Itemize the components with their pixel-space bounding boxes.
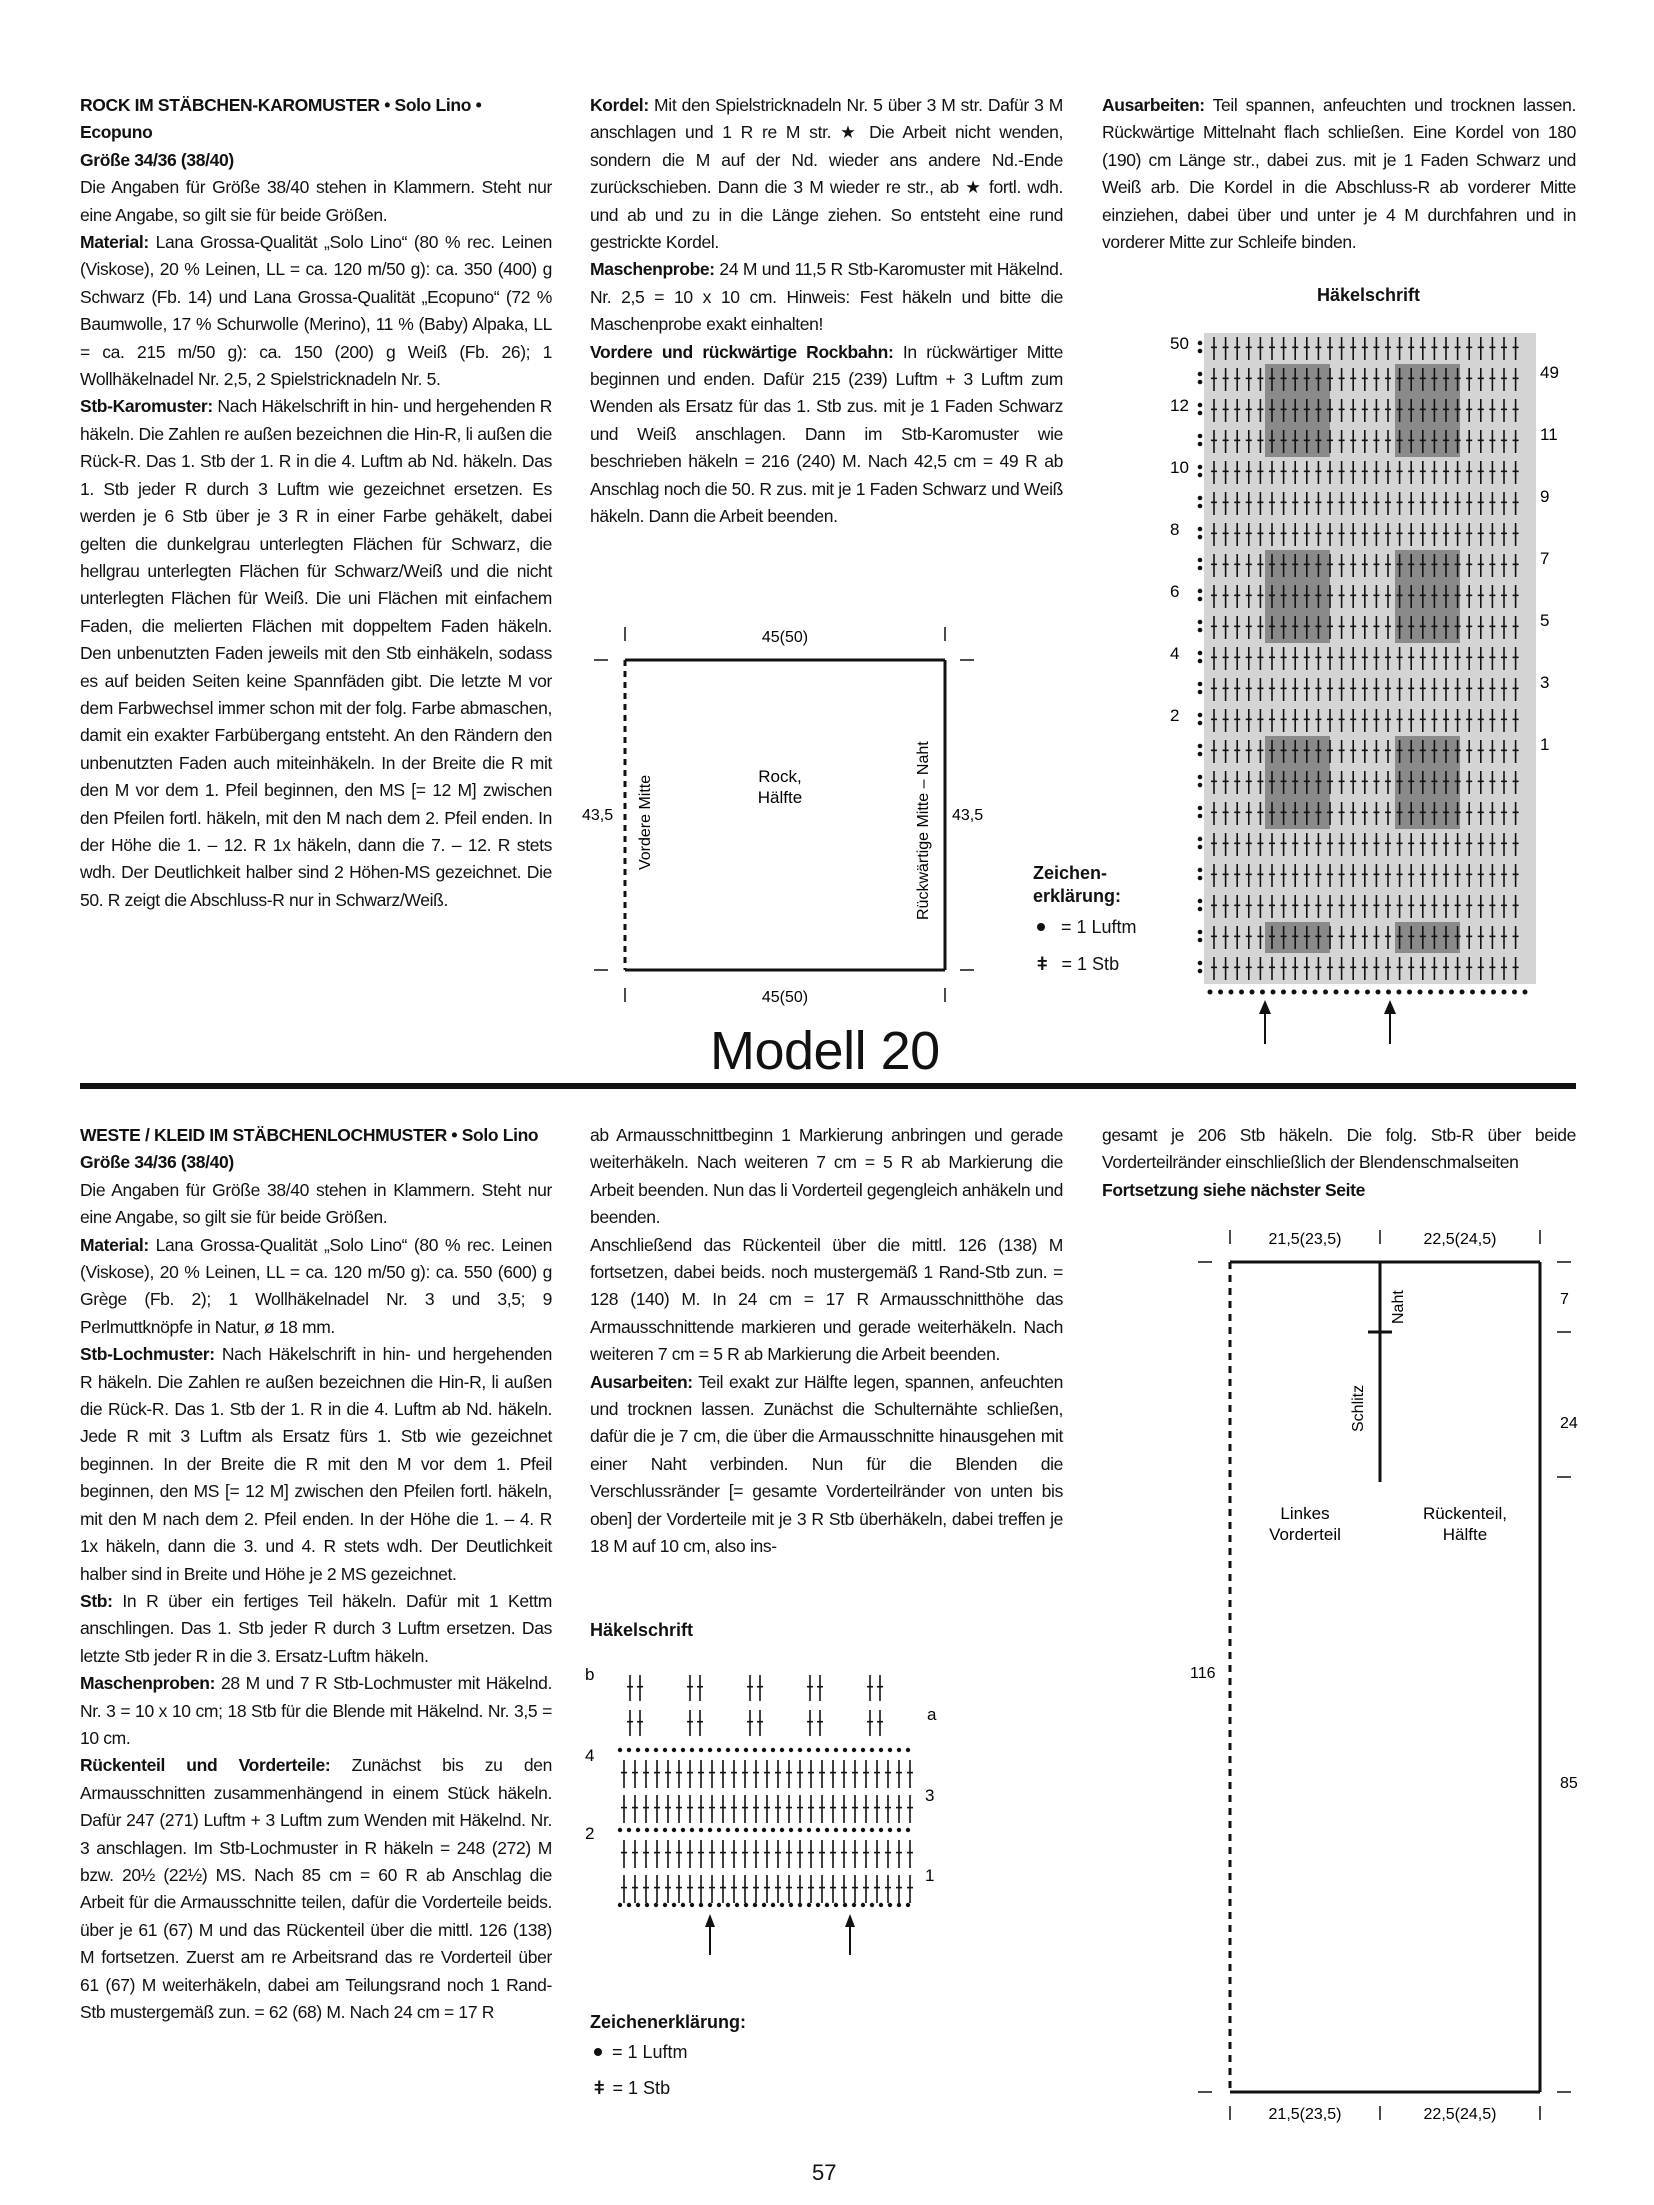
row-label-right: 7 [1540, 549, 1550, 568]
dot-icon [594, 2048, 602, 2056]
chain-dot [654, 1748, 658, 1752]
chain-dot [1512, 990, 1517, 995]
chain-dot [1355, 990, 1360, 995]
bottom-legend-luftm: = 1 Luftm [590, 2040, 746, 2064]
chain-dot [1198, 620, 1203, 625]
chain-dot [825, 1903, 829, 1907]
chain-dot [1198, 845, 1203, 850]
chain-dot [1198, 535, 1203, 540]
chain-dot [717, 1903, 721, 1907]
model-title: Modell 20 [710, 1021, 940, 1081]
chain-dot [1198, 868, 1203, 873]
vest-schematic [1170, 1222, 1590, 2122]
chain-dot [717, 1828, 721, 1832]
bottom-legend [590, 2010, 746, 2100]
chain-dot [627, 1828, 631, 1832]
vest-top-right: 22,5(24,5) [1423, 1231, 1497, 1248]
row-label-left: 10 [1170, 458, 1189, 477]
chain-dot [753, 1748, 757, 1752]
top-legend [1033, 862, 1137, 976]
chain-dot [1260, 990, 1265, 995]
chain-dot [1198, 566, 1203, 571]
chain-dot [1428, 990, 1433, 995]
loch-chart [585, 1655, 1145, 1965]
row-label-right: 49 [1540, 363, 1559, 382]
chain-dot [762, 1828, 766, 1832]
chain-dot [1198, 465, 1203, 470]
skirt-bottom-width: 45(50) [761, 989, 809, 1006]
chain-dot [618, 1903, 622, 1907]
vest-right-panel-1: Rückenteil, [1422, 1504, 1508, 1523]
skirt-left-height: 43,5 [582, 807, 614, 824]
dark-cell [1265, 922, 1330, 953]
chain-dot [1198, 504, 1203, 509]
chain-dot [726, 1903, 730, 1907]
skirt-left-label: Vordere Mitte [637, 774, 654, 870]
chain-dot [1198, 814, 1203, 819]
arrow-head-icon [845, 1914, 855, 1927]
chain-dot [744, 1903, 748, 1907]
chain-dot [1198, 380, 1203, 385]
chain-dot [681, 1748, 685, 1752]
section-rule [80, 1083, 1576, 1089]
chain-dot [807, 1828, 811, 1832]
chain-dot [789, 1828, 793, 1832]
row-label-right: 5 [1540, 611, 1550, 630]
chain-dot [852, 1903, 856, 1907]
arrow-head-icon [1384, 1000, 1396, 1014]
chain-dot [834, 1748, 838, 1752]
chain-dot [1198, 473, 1203, 478]
chain-dot [1198, 558, 1203, 563]
chain-dot [1281, 990, 1286, 995]
chain-dot [1313, 990, 1318, 995]
row-label: 1 [925, 1866, 935, 1885]
chain-dot [663, 1903, 667, 1907]
row-label-left: 4 [1170, 644, 1180, 663]
chain-dot [672, 1828, 676, 1832]
chain-dot [1198, 930, 1203, 935]
arrow-head-icon [705, 1914, 715, 1927]
chain-dot [1198, 527, 1203, 532]
chain-dot [690, 1903, 694, 1907]
chain-dot [1491, 990, 1496, 995]
dark-cell [1395, 767, 1460, 798]
chain-dot [1198, 744, 1203, 749]
chart-bg [1204, 333, 1536, 984]
dot-icon [1037, 923, 1045, 931]
dark-cell [1265, 395, 1330, 426]
row-label: 4 [585, 1746, 595, 1765]
chain-dot [771, 1748, 775, 1752]
chain-dot [1376, 990, 1381, 995]
chain-dot [798, 1903, 802, 1907]
chain-dot [672, 1748, 676, 1752]
chain-dot [1198, 651, 1203, 656]
chain-dot [1407, 990, 1412, 995]
chain-dot [1198, 403, 1203, 408]
row-label-left: 12 [1170, 396, 1189, 415]
dark-cell [1265, 364, 1330, 395]
bottom-col-2: ab Armausschnittbeginn 1 Markierung anbringen und gerade weiterhäkeln. Nach weiteren 7 cm = 5 R ab Markierung die Arbeit beenden. Nun das li Vorderteil gegengleich anhäkeln und beenden. Anschließend das Rückenteil über die mittl. 126 (138) M fortsetzen, dabei beids. noch mustergemäß 1 Rand-Stb zun. = 128 (140) M. In 24 cm = 17 R Armausschnitthöhe das Armausschnittende markieren und gerade weiterhäkeln. Nach weiteren 7 cm = 5 R ab Markierung die Arbeit beenden. Ausarbeiten: Teil exakt zur Hälfte legen, spannen, anfeuchten und trocknen lassen. Zunächst die Schulternähte schließen, dafür die je 7 cm, die über die Armausschnitte hinausgehen mit einer Naht verbinden. Nun für die Blenden die Verschlussränder [= gesamte Vorderteilränder von unten bis oben] der Vorderteile mit je 3 R Stb überhäkeln, dabei treffen je 18 M auf 10 cm, also ins- [590, 1125, 1063, 1557]
chain-dot [834, 1903, 838, 1907]
chain-dot [627, 1903, 631, 1907]
chain-dot [1198, 349, 1203, 354]
row-label-left: 8 [1170, 520, 1180, 539]
chain-dot [1198, 899, 1203, 904]
chain-dot [798, 1748, 802, 1752]
chain-dot [780, 1828, 784, 1832]
row-label-right: 1 [1540, 735, 1550, 754]
chain-dot [843, 1828, 847, 1832]
dark-cell [1395, 395, 1460, 426]
vest-left-panel-2: Vorderteil [1269, 1525, 1341, 1544]
chain-dot [1198, 589, 1203, 594]
chain-dot [1470, 990, 1475, 995]
dark-cell [1265, 736, 1330, 767]
vest-bottom-left: 21,5(23,5) [1268, 2106, 1342, 2123]
row-label-left: 2 [1170, 706, 1180, 725]
vest-top-left: 21,5(23,5) [1268, 1231, 1342, 1248]
chain-dot [636, 1903, 640, 1907]
bottom-legend-title: Zeichenerklärung: [590, 2012, 747, 2032]
skirt-top-width: 45(50) [761, 629, 809, 646]
chain-dot [888, 1903, 892, 1907]
chain-dot [699, 1828, 703, 1832]
chain-dot [699, 1748, 703, 1752]
top-col-3: Ausarbeiten: Teil spannen, anfeuchten und trocknen lassen. Rückwärtige Mittelnaht flach schließen. Eine Kordel von 180 (190) cm Länge str., dabei zus. mit je 1 Faden Schwarz und Weiß arb. Die Kordel in die Abschluss-R ab vorderer Mitte einziehen, dabei über und unter je 4 M durchfahren und in vorderer Mitte zur Schleife binden. [1102, 95, 1576, 253]
page-number: 57 [812, 2160, 837, 2185]
chain-dot [789, 1903, 793, 1907]
skirt-schematic [580, 620, 984, 1010]
chain-dot [780, 1903, 784, 1907]
vest-h116: 116 [1190, 1665, 1216, 1682]
chain-dot [897, 1748, 901, 1752]
chain-dot [1302, 990, 1307, 995]
chain-dot [1271, 990, 1276, 995]
chain-dot [735, 1748, 739, 1752]
chain-dot [780, 1748, 784, 1752]
chain-dot [1198, 411, 1203, 416]
chain-dot [771, 1828, 775, 1832]
chain-dot [618, 1748, 622, 1752]
chain-dot [681, 1903, 685, 1907]
chain-dot [1250, 990, 1255, 995]
chain-dot [1198, 372, 1203, 377]
chain-dot [744, 1748, 748, 1752]
chain-dot [672, 1903, 676, 1907]
top-col-1: ROCK IM STÄBCHEN-KAROMUSTER • Solo Lino • Ecopuno Größe 34/36 (38/40) Die Angaben für Größe 38/40 stehen in Klammern. Steht nur eine Angabe, so gilt sie für beide Größen. Material: Lana Grossa-Qualität „Solo Lino“ (80 % rec. Leinen (Viskose), 20 % Leinen, LL = ca. 120 m/50 g): ca. 350 (400) g Schwarz (Fb. 14) und Lana Grossa-Qualität „Ecopuno“ (72 % Baumwolle, 17 % Schurwolle (Merino), 11 % (Baby) Alpaka, LL = ca. 215 m/50 g): ca. 150 (200) g Weiß (Fb. 26); 1 Wollhäkelnadel Nr. 2,5, 2 Spielstricknadeln Nr. 5. Stb-Karomuster: Nach Häkelschrift in hin- und hergehenden R häkeln. Die Zahlen re außen bezeichnen die Hin-R, li außen die Rück-R. Das 1. Stb der 1. R in die 4. Luftm ab Nd. häkeln. Das 1. Stb jeder R durch 3 Luftm wie gezeichnet ersetzen. Es werden je 6 Stb über je 3 R in einer Farbe gehäkelt, dabei gelten die dunkelgrau unterlegten Flächen für Schwarz, die hellgrau unterlegten Flächen für Schwarz/Weiß und die nicht unterlegten Flächen für Weiß. Die uni Flächen mit einfachem Faden, die melierten Flächen mit doppeltem Faden häkeln. Den unbenutzten Faden jeweils mit den Stb einhäkeln, sodass es auf beiden Seiten keine Spannfäden gibt. Die letzte M vor dem Farbwechsel immer schon mit der folg. Farbe abmaschen, damit ein exakter Farbübergang entsteht. An den Rändern den unbenutzten Faden auch miteinhäkeln. In der Breite die R mit den M vor dem 1. Pfeil beginnen, den MS [= 12 M] zwischen den Pfeilen fortl. häkeln, mit den M nach dem 2. Pfeil enden. In der Höhe die 1. – 12. R 1x häkeln, dann die 7. – 12. R stets wdh. Der Deutlichkeit halber sind 2 Höhen-MS gezeichnet. Die 50. R zeigt die Abschluss-R nur in Schwarz/Weiß. [80, 92, 552, 914]
chain-dot [753, 1828, 757, 1832]
chain-dot [1198, 806, 1203, 811]
chain-dot [825, 1828, 829, 1832]
dark-cell [1265, 612, 1330, 643]
chain-dot [861, 1748, 865, 1752]
chain-dot [897, 1903, 901, 1907]
chain-dot [1198, 969, 1203, 974]
chain-dot [762, 1903, 766, 1907]
chain-dot [753, 1903, 757, 1907]
chain-dot [879, 1748, 883, 1752]
dark-cell [1395, 364, 1460, 395]
chain-dot [1198, 907, 1203, 912]
chain-dot [663, 1748, 667, 1752]
chain-dot [771, 1903, 775, 1907]
chain-dot [1198, 783, 1203, 788]
top-chart-title: Häkelschrift [1317, 285, 1421, 305]
chain-dot [744, 1828, 748, 1832]
chain-dot [708, 1748, 712, 1752]
chain-dot [699, 1903, 703, 1907]
chain-dot [897, 1828, 901, 1832]
chain-dot [717, 1748, 721, 1752]
chain-dot [1198, 434, 1203, 439]
chain-dot [735, 1828, 739, 1832]
skirt-center-label-1: Rock, [758, 767, 802, 786]
chain-dot [1229, 990, 1234, 995]
skirt-center-label-2: Hälfte [757, 788, 803, 807]
chain-dot [1344, 990, 1349, 995]
dark-cell [1265, 581, 1330, 612]
top-col-2: Kordel: Mit den Spielstricknadeln Nr. 5 über 3 M str. Dafür 3 M anschlagen und 1 R re M str. ★ Die Arbeit nicht wenden, sondern die M auf der Nd. wieder ans andere Nd.-Ende zurückschieben. Dann die 3 M wieder re str., ab ★ fortl. wdh. und ab und zu in die Länge ziehen. So entsteht eine rund gestrickte Kordel. Maschenprobe: 24 M und 11,5 R Stb-Karomuster mit Häkelnd. Nr. 2,5 = 10 x 10 cm. Hinweis: Fest häkeln und bitte die Maschenprobe exakt einhalten! Vordere und rückwärtige Rockbahn: In rückwärtiger Mitte beginnen und enden. Dafür 215 (239) Luftm + 3 Luftm zum Wenden als Ersatz für das 1. Stb zus. mit je 1 Faden Schwarz und Weiß anschlagen. Dann im Stb-Karomuster wie beschrieben häkeln = 216 (240) M. Nach 42,5 cm = 49 R ab Anschlag noch die 50. R zus. mit je 1 Faden Schwarz und Weiß häkeln. Dann die Arbeit beenden. [590, 95, 1063, 527]
chain-dot [708, 1903, 712, 1907]
chain-dot [852, 1748, 856, 1752]
chain-dot [843, 1903, 847, 1907]
chain-dot [798, 1828, 802, 1832]
chain-dot [1323, 990, 1328, 995]
chain-dot [1198, 341, 1203, 346]
dark-cell [1395, 798, 1460, 829]
chain-dot [1292, 990, 1297, 995]
dark-cell [1395, 581, 1460, 612]
chain-dot [789, 1748, 793, 1752]
chain-dot [870, 1748, 874, 1752]
row-label-right: 3 [1540, 673, 1550, 692]
vest-naht: Naht [1390, 1290, 1407, 1324]
vest-h85: 85 [1560, 1775, 1578, 1792]
chain-dot [681, 1828, 685, 1832]
chain-dot [879, 1828, 883, 1832]
vest-schlitz: Schlitz [1350, 1384, 1367, 1432]
legend-stb: ǂ = 1 Stb [1037, 954, 1120, 974]
chain-dot [1198, 628, 1203, 633]
chain-dot [852, 1828, 856, 1832]
dark-cell [1395, 612, 1460, 643]
chain-dot [1481, 990, 1486, 995]
chain-dot [636, 1828, 640, 1832]
chain-dot [1198, 690, 1203, 695]
chain-dot [708, 1828, 712, 1832]
chain-dot [1198, 597, 1203, 602]
chain-dot [618, 1828, 622, 1832]
chain-dot [726, 1748, 730, 1752]
chain-dot [627, 1748, 631, 1752]
chain-dot [1418, 990, 1423, 995]
row-label: b [585, 1665, 595, 1684]
vest-left-panel-1: Linkes [1280, 1504, 1330, 1523]
chain-dot [663, 1828, 667, 1832]
row-label-right: 9 [1540, 487, 1550, 506]
vest-bottom-right: 22,5(24,5) [1423, 2106, 1497, 2123]
chain-dot [1198, 496, 1203, 501]
chain-dot [1218, 990, 1223, 995]
chain-dot [1208, 990, 1213, 995]
chain-dot [645, 1828, 649, 1832]
chain-dot [690, 1748, 694, 1752]
chain-dot [645, 1903, 649, 1907]
chain-dot [1449, 990, 1454, 995]
chain-dot [1198, 682, 1203, 687]
row-label-right: 11 [1540, 425, 1558, 444]
chain-dot [1386, 990, 1391, 995]
chain-dot [735, 1903, 739, 1907]
chain-dot [834, 1828, 838, 1832]
bottom-legend-stb: ǂ = 1 Stb [594, 2078, 671, 2098]
stb-icon: ǂ [594, 2078, 605, 2098]
bottom-chart-title: Häkelschrift [590, 1620, 694, 1640]
vest-h24: 24 [1560, 1415, 1578, 1432]
chain-dot [843, 1748, 847, 1752]
vest-right-panel-2: Hälfte [1442, 1525, 1488, 1544]
bottom-col-3: gesamt je 206 Stb häkeln. Die folg. Stb-R über beide Vorderteilränder einschließlich der Blendenschmalseiten Fortsetzung siehe nächster Seite [1102, 1125, 1576, 1200]
skirt-right-label: Rückwärtige Mitte – Naht [915, 741, 932, 920]
row-label: a [927, 1705, 937, 1724]
chain-dot [654, 1828, 658, 1832]
chain-dot [654, 1903, 658, 1907]
chain-dot [636, 1748, 640, 1752]
chain-dot [1198, 876, 1203, 881]
chain-dot [888, 1828, 892, 1832]
stb-icon: ǂ [1037, 954, 1048, 974]
chain-dot [1502, 990, 1507, 995]
chain-dot [870, 1903, 874, 1907]
chain-dot [807, 1748, 811, 1752]
karo-chart [1170, 325, 1584, 990]
chain-dot [807, 1903, 811, 1907]
dark-cell [1265, 767, 1330, 798]
chain-dot [1198, 775, 1203, 780]
chain-dot [1334, 990, 1339, 995]
dark-cell [1265, 798, 1330, 829]
chain-dot [816, 1903, 820, 1907]
chain-dot [879, 1903, 883, 1907]
dark-cell [1395, 426, 1460, 457]
chain-dot [861, 1828, 865, 1832]
arrow-head-icon [1259, 1000, 1271, 1014]
row-label: 2 [585, 1824, 595, 1843]
vest-h7: 7 [1560, 1291, 1569, 1308]
dark-cell [1395, 922, 1460, 953]
chain-dot [1239, 990, 1244, 995]
chain-dot [1198, 442, 1203, 447]
chain-dot [1198, 721, 1203, 726]
chain-dot [861, 1903, 865, 1907]
chain-dot [1198, 837, 1203, 842]
chain-dot [1460, 990, 1465, 995]
chain-dot [762, 1748, 766, 1752]
dark-cell [1265, 550, 1330, 581]
chain-dot [888, 1748, 892, 1752]
chain-dot [1439, 990, 1444, 995]
chain-dot [1198, 752, 1203, 757]
chain-dot [1198, 961, 1203, 966]
dark-cell [1395, 550, 1460, 581]
row-label: 3 [925, 1786, 935, 1805]
row-label-left: 6 [1170, 582, 1180, 601]
chain-dot [816, 1748, 820, 1752]
chain-dot [690, 1828, 694, 1832]
chain-dot [1198, 713, 1203, 718]
legend-title: Zeichen- erklärung: [1033, 863, 1122, 906]
chain-dot [906, 1903, 910, 1907]
chain-dot [906, 1748, 910, 1752]
chain-dot [825, 1748, 829, 1752]
dark-cell [1265, 426, 1330, 457]
chain-dot [906, 1828, 910, 1832]
chain-dot [1198, 938, 1203, 943]
chain-dot [870, 1828, 874, 1832]
row-label-left: 50 [1170, 334, 1189, 353]
chain-dot [1523, 990, 1528, 995]
chain-dot [645, 1748, 649, 1752]
bottom-col-1: WESTE / KLEID IM STÄBCHENLOCHMUSTER • Solo Lino Größe 34/36 (38/40) Die Angaben für Größe 38/40 stehen in Klammern. Steht nur eine Angabe, so gilt sie für beide Größen. Material: Lana Grossa-Qualität „Solo Lino“ (80 % rec. Leinen (Viskose), 20 % Leinen, LL = ca. 120 m/50 g): ca. 550 (600) g Grège (Fb. 2); 1 Wollhäkelnadel Nr. 3 und 3,5; 9 Perlmuttknöpfe in Natur, ø 18 mm. Stb-Lochmuster: Nach Häkelschrift in hin- und hergehenden R häkeln. Die Zahlen re außen bezeichnen die Hin-R, li außen die Rück-R. Das 1. Stb der 1. R in die 4. Luftm ab Nd. häkeln. Jede R mit 3 Luftm als Ersatz fürs 1. Stb wie gezeichnet beginnen. In der Breite die R mit den M vor dem 1. Pfeil beginnen, den MS [= 12 M] zwischen den Pfeilen fortl. häkeln, mit den M nach dem 2. Pfeil enden. In der Höhe die 1. – 4. R 1x häkeln, dann die 3. und 4. R stets wdh. Der Deutlichkeit halber sind in Breite und Höhe je 2 MS gezeichnet. Stb: In R über ein fertiges Teil häkeln. Dafür mit 1 Kettm anschlingen. Das 1. Stb jeder R durch 3 Luftm ersetzen. Das letzte Stb jeder R in die 3. Ersatz-Luftm häkeln. Maschenproben: 28 M und 7 R Stb-Lochmuster mit Häkelnd. Nr. 3 = 10 x 10 cm; 18 Stb für die Blende mit Häkelnd. Nr. 3,5 = 10 cm. Rückenteil und Vorderteile: Zunächst bis zu den Armausschnitten zusammenhängend in einem Stück häkeln. Dafür 247 (271) Luftm + 3 Luftm zum Wenden mit Häkelnd. Nr. 3 anschlagen. Im Stb-Lochmuster in R häkeln = 248 (272) M bzw. 20½ (22½) MS. Nach 85 cm = 60 R ab Anschlag die Arbeit für die Armausschnitte teilen, dafür die Vorderteile beids. über je 61 (67) M und das Rückenteil über die mittl. 126 (138) M fortsetzen. Zuerst am re Arbeitsrand das re Vorderteil über 61 (67) M weiterhäkeln, dabei am Teilungsrand noch 1 Rand-Stb mustergemäß zun. = 62 (68) M. Nach 24 cm = 17 R [80, 1125, 553, 2022]
chain-dot [1365, 990, 1370, 995]
skirt-right-height: 43,5 [952, 807, 984, 824]
chain-dot [1198, 659, 1203, 664]
chain-dot [726, 1828, 730, 1832]
dark-cell [1395, 736, 1460, 767]
chain-dot [816, 1828, 820, 1832]
chain-dot [1397, 990, 1402, 995]
legend-luftm: = 1 Luftm [1033, 916, 1137, 939]
title-rock: ROCK IM STÄBCHEN-KAROMUSTER • Solo Lino • Ecopuno [80, 95, 482, 143]
